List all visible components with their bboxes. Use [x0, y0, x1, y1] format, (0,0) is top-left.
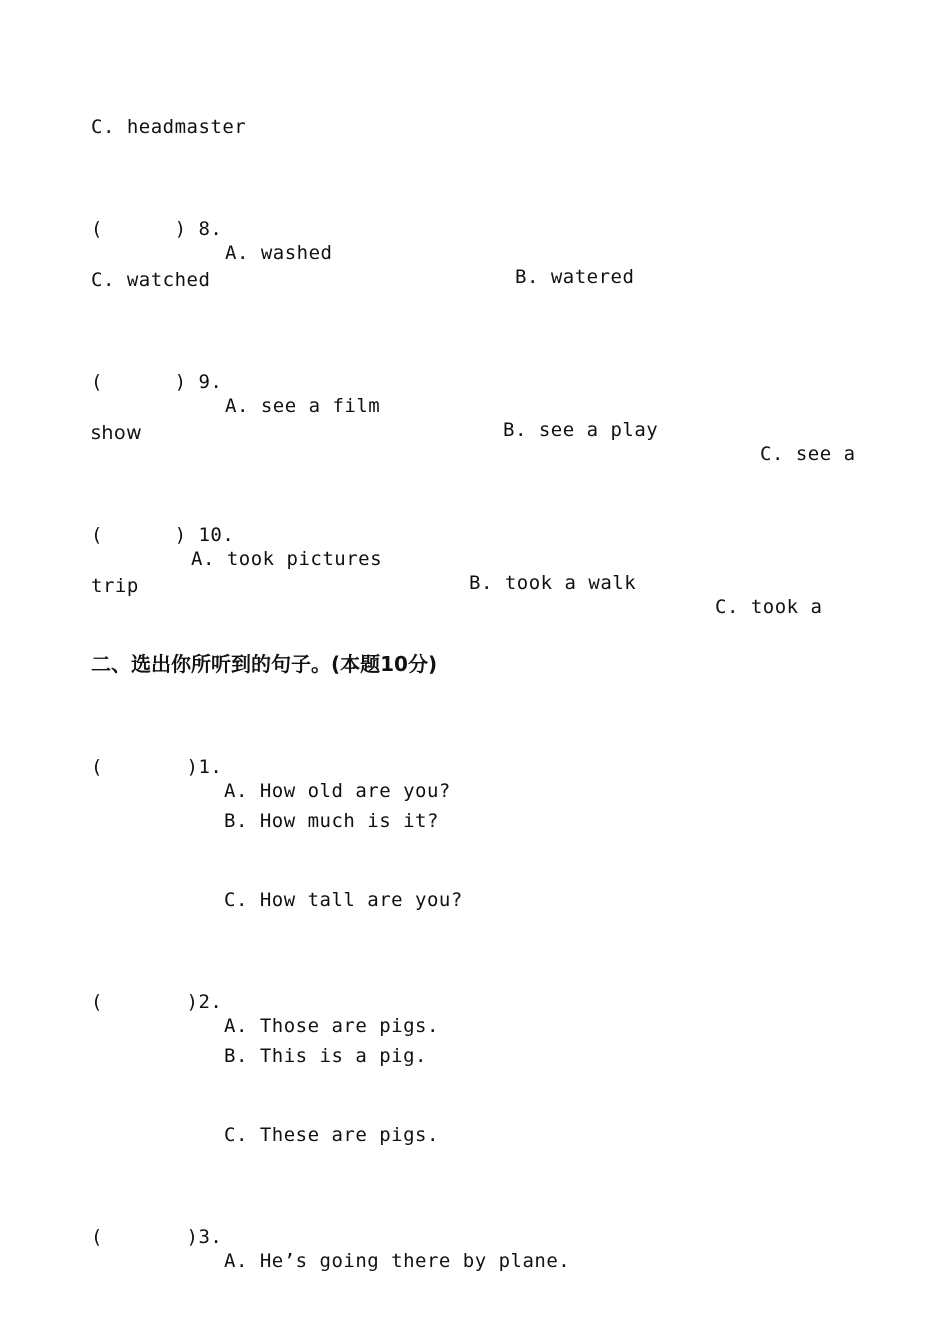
- section-2-heading: 二、选出你所听到的句子。(本题10分): [91, 652, 438, 676]
- q7-option-c: C. headmaster: [91, 116, 247, 138]
- p2-q1-option-b: B. How much is it?: [224, 810, 439, 832]
- p2-q2-prefix: ( )2.: [91, 991, 223, 1013]
- q9-option-c: C. see a: [760, 443, 856, 465]
- p2-q2-option-c: C. These are pigs.: [224, 1124, 439, 1146]
- p2-question-2: [91, 966, 439, 1038]
- question-10: [91, 499, 823, 619]
- q10-option-c-wrap: trip: [91, 575, 139, 597]
- p2-question-1: [91, 731, 451, 803]
- p2-q3-prefix: ( )3.: [91, 1226, 223, 1248]
- q9-option-b: B. see a play: [503, 419, 659, 441]
- p2-question-3: [91, 1201, 571, 1273]
- q10-option-b: B. took a walk: [469, 572, 637, 594]
- q9-prefix: ( ) 9.: [91, 371, 223, 393]
- p2-q3-option-a: A. He’s going there by plane.: [224, 1250, 571, 1272]
- q9-option-c-wrap: show: [91, 422, 143, 444]
- p2-q1-prefix: ( )1.: [91, 756, 223, 778]
- q10-option-a: A. took pictures: [191, 548, 383, 570]
- q8-option-c: C. watched: [91, 269, 211, 291]
- q8-prefix: ( ) 8.: [91, 218, 223, 240]
- p2-q2-option-b: B. This is a pig.: [224, 1045, 427, 1067]
- q10-prefix: ( ) 10.: [91, 524, 235, 546]
- q9-option-a: A. see a film: [225, 395, 381, 417]
- p2-q1-option-c: C. How tall are you?: [224, 889, 463, 911]
- p2-q2-option-a: A. Those are pigs.: [224, 1015, 439, 1037]
- q8-option-b: B. watered: [515, 266, 635, 288]
- q8-option-a: A. washed: [225, 242, 333, 264]
- q10-option-c: C. took a: [715, 596, 823, 618]
- p2-q1-option-a: A. How old are you?: [224, 780, 451, 802]
